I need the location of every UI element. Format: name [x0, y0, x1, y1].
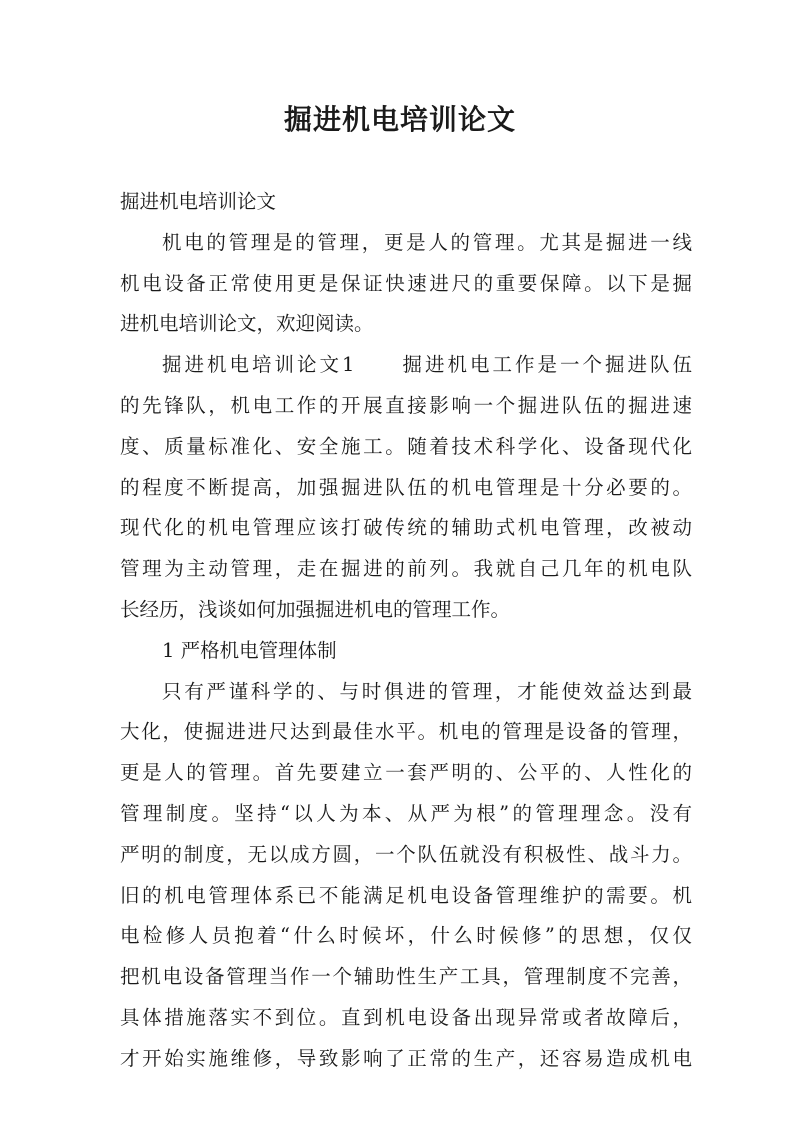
- paragraph-line: 长经历，浅谈如何加强掘进机电的管理工作。: [120, 597, 511, 621]
- paragraph-line: 管理制度。坚持“以人为本、从严为根”的管理理念。没有: [120, 801, 692, 825]
- paragraph-line: 现代化的机电管理应该打破传统的辅助式机电管理，改被动: [120, 516, 692, 540]
- paragraph-line: 才开始实施维修，导致影响了正常的生产，还容易造成机电: [120, 1046, 692, 1070]
- paragraph-line: 度、质量标准化、安全施工。随着技术科学化、设备现代化: [120, 434, 692, 458]
- paragraph-line: 机电设备正常使用更是保证快速进尺的重要保障。以下是掘: [120, 271, 692, 295]
- paragraph-line: 只有严谨科学的、与时俱进的管理，才能使效益达到最: [162, 679, 692, 703]
- paragraph-line: 掘进机电培训论文1 掘进机电工作是一个掘进队伍: [162, 353, 692, 377]
- paragraph-line: 进机电培训论文，欢迎阅读。: [120, 312, 374, 336]
- paragraph-line: 电检修人员抱着“什么时候坏，什么时候修”的思想，仅仅: [120, 924, 692, 948]
- paragraph-line: 更是人的管理。首先要建立一套严明的、公平的、人性化的: [120, 761, 692, 785]
- subtitle-line: 掘进机电培训论文: [120, 190, 277, 213]
- document-title: 掘进机电培训论文: [283, 103, 516, 136]
- paragraph-line: 管理为主动管理，走在掘进的前列。我就自己几年的机电队: [120, 557, 692, 581]
- paragraph-line: 机电的管理是的管理，更是人的管理。尤其是掘进一线: [162, 230, 692, 254]
- paragraph-line: 的程度不断提高，加强掘进队伍的机电管理是十分必要的。: [120, 475, 692, 499]
- section-heading: 1 严格机电管理体制: [162, 638, 337, 662]
- document-body: [120, 182, 692, 1080]
- paragraph-line: 大化，使掘进进尺达到最佳水平。机电的管理是设备的管理，: [120, 720, 692, 744]
- paragraph-line: 具体措施落实不到位。直到机电设备出现异常或者故障后，: [120, 1005, 692, 1029]
- paragraph-line: 严明的制度，无以成方圆，一个队伍就没有积极性、战斗力。: [120, 842, 692, 866]
- paragraph-line: 把机电设备管理当作一个辅助性生产工具，管理制度不完善，: [120, 965, 692, 989]
- paragraph-line: 的先锋队，机电工作的开展直接影响一个掘进队伍的掘进速: [120, 393, 692, 417]
- paragraph-line: 旧的机电管理体系已不能满足机电设备管理维护的需要。机: [120, 883, 692, 907]
